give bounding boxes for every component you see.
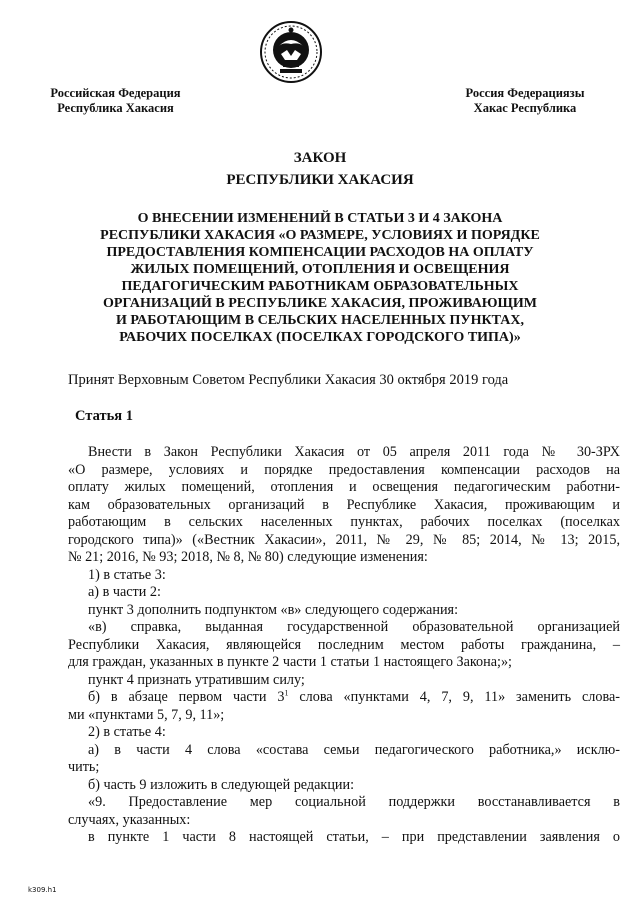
law-title-line: ПРЕДОСТАВЛЕНИЯ КОМПЕНСАЦИИ РАСХОДОВ НА ОПЛАТУ bbox=[106, 245, 534, 260]
document-issuer: РЕСПУБЛИКИ ХАКАСИЯ bbox=[226, 172, 414, 188]
body-line: пункт 3 дополнить подпунктом «в» следующего содержания: bbox=[88, 601, 459, 618]
law-title-line: И РАБОТАЮЩИМ В СЕЛЬСКИХ НАСЕЛЕННЫХ ПУНКТАХ, bbox=[115, 313, 525, 328]
footer-code: k309.h1 bbox=[28, 886, 57, 894]
body-line bbox=[68, 689, 620, 707]
law-title bbox=[55, 210, 585, 346]
header-right-line2: Хакас Республика bbox=[473, 101, 577, 115]
body-line: чить; bbox=[68, 759, 100, 775]
adoption-note: Принят Верховным Советом Республики Хакасия 30 октября 2019 года bbox=[68, 372, 509, 388]
body-line: для граждан, указанных в пункте 2 части 1 статьи 1 настоящего Закона;»; bbox=[68, 654, 513, 670]
document-type: ЗАКОН bbox=[293, 150, 347, 166]
body-line: «9. Предоставление мер социальной поддержки восстанавливается в bbox=[88, 794, 620, 810]
body-line: кам образовательных организаций в Республике Хакасия, проживающим и bbox=[68, 496, 620, 513]
body-line: б) часть 9 изложить в следующей редакции: bbox=[88, 776, 355, 793]
header-right-line1: Россия Федерациязы bbox=[465, 86, 585, 100]
body-line: «О размере, условиях и порядке предоставления компенсации расходов на bbox=[68, 461, 620, 478]
body-line: ми «пунктами 5, 7, 9, 11»; bbox=[68, 706, 225, 723]
header-left-line2: Республика Хакасия bbox=[57, 101, 174, 115]
law-title-line: ОРГАНИЗАЦИЙ В РЕСПУБЛИКЕ ХАКАСИЯ, ПРОЖИВАЮЩИМ bbox=[103, 296, 537, 311]
body-line: Республики Хакасия, являющейся последним местом работы гражданина, – bbox=[68, 636, 620, 653]
body-line: № 21; 2016, № 93; 2018, № 8, № 80) следующие изменения: bbox=[68, 549, 428, 565]
law-title-line: ЖИЛЫХ ПОМЕЩЕНИЙ, ОТОПЛЕНИЯ И ОСВЕЩЕНИЯ bbox=[130, 262, 510, 277]
body-line: работающим в сельских населенных пунктах, рабочих поселках (поселках bbox=[68, 514, 620, 530]
body-line: Внести в Закон Республики Хакасия от 05 апреля 2011 года № 30-ЗРХ bbox=[88, 444, 620, 460]
law-title-line: РАБОЧИХ ПОСЕЛКАХ (ПОСЕЛКАХ ГОРОДСКОГО ТИПА)» bbox=[119, 330, 521, 345]
body-line: пункт 4 признать утратившим силу; bbox=[88, 671, 305, 688]
body-line-part: слова «пунктами 4, 7, 9, 11» заменить слова- bbox=[288, 689, 621, 705]
body-line: в пункте 1 части 8 настоящей статьи, – при представлении заявления о bbox=[88, 829, 620, 845]
law-title-line: РЕСПУБЛИКИ ХАКАСИЯ «О РАЗМЕРЕ, УСЛОВИЯХ И ПОРЯДКЕ bbox=[100, 228, 540, 243]
body-line: «в) справка, выданная государственной образовательной организацией bbox=[88, 619, 620, 635]
coat-of-arms-icon bbox=[259, 20, 323, 84]
article-body bbox=[68, 444, 620, 847]
body-line-part: б) в абзаце первом части 3 bbox=[88, 689, 285, 705]
body-line: а) в части 2: bbox=[88, 584, 161, 600]
header-left-line1: Российская Федерация bbox=[50, 86, 181, 100]
body-line: оплату жилых помещений, отопления и освещения педагогическим работни- bbox=[68, 479, 620, 495]
law-title-line: О ВНЕСЕНИИ ИЗМЕНЕНИЙ В СТАТЬИ 3 И 4 ЗАКОНА bbox=[137, 211, 503, 226]
body-line: городского типа)» («Вестник Хакасии», 2011, № 29, № 85; 2014, № 13; 2015, bbox=[68, 531, 620, 548]
body-line: а) в части 4 слова «состава семьи педагогического работника,» исклю- bbox=[88, 741, 620, 758]
article-heading: Статья 1 bbox=[75, 408, 133, 424]
body-line: 2) в статье 4: bbox=[88, 724, 166, 740]
body-line: случаях, указанных: bbox=[68, 811, 191, 828]
superscript: 1 bbox=[284, 688, 289, 698]
header-right bbox=[440, 86, 610, 116]
law-title-line: ПЕДАГОГИЧЕСКИМ РАБОТНИКАМ ОБРАЗОВАТЕЛЬНЫХ bbox=[121, 279, 519, 294]
body-line: 1) в статье 3: bbox=[88, 566, 166, 583]
header-left bbox=[28, 86, 203, 116]
